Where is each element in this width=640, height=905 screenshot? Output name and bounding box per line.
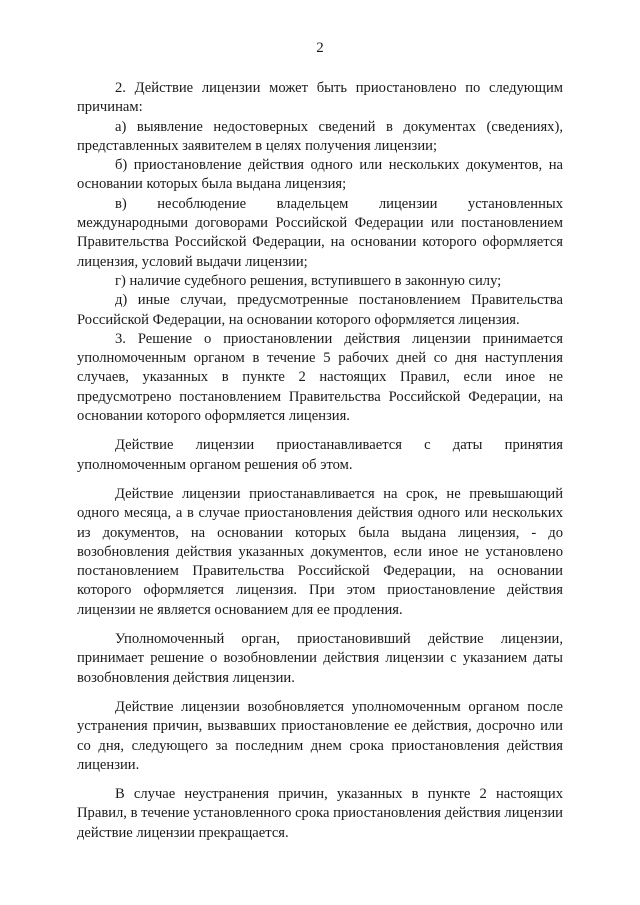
paragraph-clause-2: 2. Действие лицензии может быть приостановлено по следующим причинам: (77, 80, 563, 116)
paragraph-suspension-term: Действие лицензии приостанавливается на срок, не превышающий одного месяца, а в случае приостановления действия одного или нескольких из документов, на основании которых была выдана лицензия, - до возобновления действия указанных документов, если иное не установлено постановлением Правительства Российской Федерации, на основании которого оформляется лицензия. При этом приостановление действия лицензии не является основанием для ее продления. (77, 485, 563, 618)
paragraph-clause-2b: б) приостановление действия одного или нескольких документов, на основании которых была выдана лицензия; (77, 157, 563, 193)
paragraph-clause-2a: а) выявление недостоверных сведений в документах (сведениях), представленных заявителем в целях получения лицензии; (77, 118, 563, 154)
paragraph-clause-3: 3. Решение о приостановлении действия лицензии принимается уполномоченным органом в течение 5 рабочих дней со дня наступления случаев, указанных в пункте 2 настоящих Правил, если иное не предусмотрено постановлением Правительства Российской Федерации, на основании которого оформляется лицензия. (77, 330, 563, 425)
paragraph-suspension-start: Действие лицензии приостанавливается с даты принятия уполномоченным органом решения об этом. (77, 437, 563, 473)
document-body (77, 79, 563, 843)
page-number: 2 (316, 40, 324, 56)
paragraph-clause-2g: г) наличие судебного решения, вступившего в законную силу; (115, 272, 502, 289)
paragraph-clause-2d: д) иные случаи, предусмотренные постановлением Правительства Российской Федерации, на основании которого оформляется лицензия. (77, 292, 563, 328)
paragraph-clause-2v: в) несоблюдение владельцем лицензии установленных международными договорами Российской Федерации или постановлением Правительства Российской Федерации, на основании которого оформляется лицензия, условий выдачи лицензии; (77, 195, 563, 270)
paragraph-renewal-decision: Уполномоченный орган, приостановивший действие лицензии, принимает решение о возобновлении действия лицензии с указанием даты возобновления действия лицензии. (77, 631, 563, 686)
paragraph-renewal-conditions: Действие лицензии возобновляется уполномоченным органом после устранения причин, вызвавших приостановление ее действия, досрочно или со дня, следующего за последним днем срока приостановления действия лицензии. (77, 698, 563, 773)
paragraph-termination: В случае неустранения причин, указанных в пункте 2 настоящих Правил, в течение установленного срока приостановления действия лицензии действие лицензии прекращается. (77, 786, 563, 841)
